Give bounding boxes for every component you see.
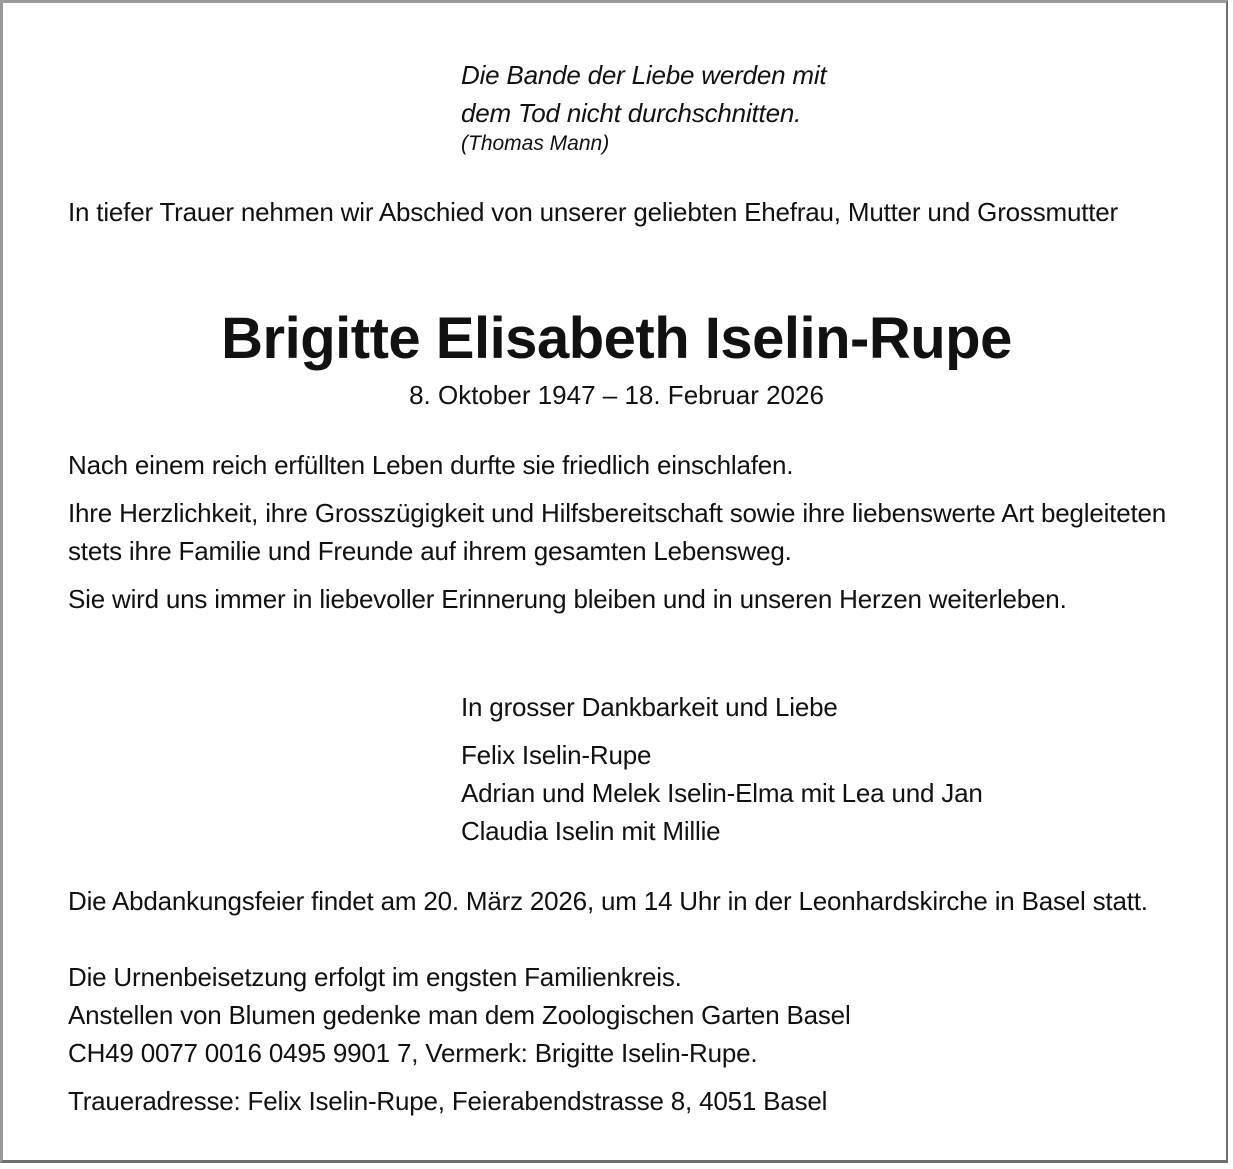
burial-notice: Die Urnenbeisetzung erfolgt im engsten Familienkreis. [68,962,682,992]
intro-text: In tiefer Trauer nehmen wir Abschied von unserer geliebten Ehefrau, Mutter und Grossmutter [68,197,1118,227]
mourning-address: Traueradresse: Felix Iselin-Rupe, Feierabendstrasse 8, 4051 Basel [68,1086,828,1116]
quote-author: (Thomas Mann) [461,132,610,155]
donation-notice [68,996,1166,1072]
paragraph-warmth: Ihre Herzlichkeit, ihre Grosszügigkeit und Hilfsbereitschaft sowie ihre liebenswerte Art begleiteten stets ihre Familie und Freunde auf ihrem gesamten Lebensweg. [68,498,1166,566]
paragraph-peaceful: Nach einem reich erfüllten Leben durfte sie friedlich einschlafen. [68,450,794,480]
quote-line-2: dem Tod nicht durchschnitten. [461,98,802,128]
life-dates: 8. Oktober 1947 – 18. Februar 2026 [409,380,824,410]
deceased-name: Brigitte Elisabeth Iselin-Rupe [221,306,1012,371]
quote [461,56,1061,132]
quote-line-1: Die Bande der Liebe werden mit [461,60,827,90]
donation-iban: CH49 0077 0016 0495 9901 7, Vermerk: Brigitte Iselin-Rupe. [68,1038,758,1068]
ceremony-notice: Die Abdankungsfeier findet am 20. März 2026, um 14 Uhr in der Leonhardskirche in Basel statt. [68,886,1148,916]
signature-names [461,736,1181,850]
donation-line: Anstellen von Blumen gedenke man dem Zoologischen Garten Basel [68,1000,851,1030]
family-member: Claudia Iselin mit Millie [461,816,721,846]
family-member: Felix Iselin-Rupe [461,740,652,770]
paragraph-memory: Sie wird uns immer in liebevoller Erinnerung bleiben und in unseren Herzen weiterleben. [68,584,1067,614]
signature-closing: In grosser Dankbarkeit und Liebe [461,692,838,722]
family-member: Adrian und Melek Iselin-Elma mit Lea und Jan [461,778,983,808]
